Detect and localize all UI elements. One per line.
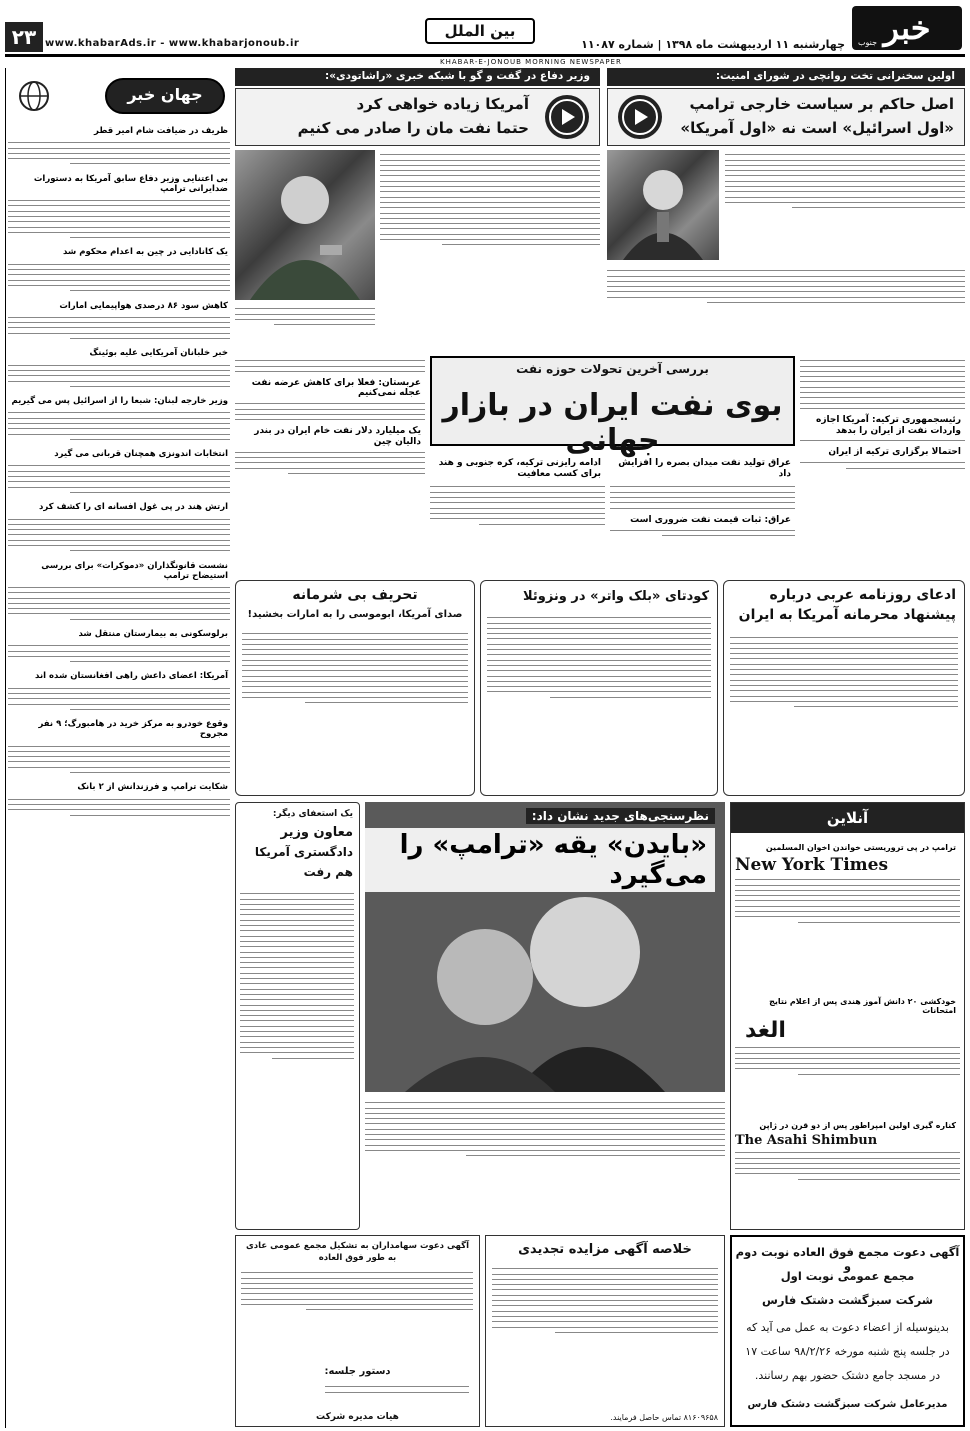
oil-story-sub-5: یک میلیارد دلار نفت خام ایران در بندر دالیان چین — [254, 426, 421, 447]
oil-story-right-column — [800, 356, 965, 578]
online-item-1-body — [735, 875, 960, 985]
story-headline-box — [235, 88, 600, 146]
oil-story-body-1 — [430, 452, 605, 576]
logo-sub-text: جنوب — [858, 38, 878, 47]
headline-line-1: آمریکا زیاده خواهی کرد — [356, 95, 529, 113]
online-item-1 — [735, 837, 960, 987]
online-box-header — [731, 803, 964, 833]
meeting-ad-body — [241, 1268, 473, 1362]
auction-ad-title: خلاصه آگهی مزایده تجدیدی — [518, 1242, 692, 1257]
auction-ad-body — [492, 1264, 718, 1404]
page-number — [5, 22, 43, 52]
world-news-item-body — [8, 641, 230, 666]
world-news-item-body — [8, 514, 230, 555]
fars-ad-line-1: آگهی دعوت مجمع فوق العاده نوبت دوم و — [735, 1245, 960, 1273]
defense-minister-photo — [235, 150, 375, 300]
world-news-item — [8, 174, 230, 243]
world-news-item — [8, 629, 230, 666]
oil-story-sub-2: عراق: ثبات قیمت نفت ضروری است — [630, 514, 791, 525]
headline-line-2: «اول اسرائیل» است نه «اول آمریکا» — [680, 119, 954, 137]
page-number-text: ۲۳ — [11, 25, 37, 49]
arab-newspaper-story — [723, 580, 965, 796]
online-item-2 — [735, 991, 960, 1111]
world-news-header — [105, 78, 225, 114]
online-news-box — [730, 802, 965, 1230]
world-news-item-title: یک کانادایی در چین به اعدام محکوم شد — [63, 247, 228, 258]
story-body-text — [725, 150, 965, 260]
masthead — [0, 0, 970, 66]
biden-story — [365, 802, 725, 1230]
resignation-story — [235, 802, 360, 1230]
oil-story — [235, 356, 795, 578]
world-news-item — [8, 502, 230, 555]
auction-ad-footer: ۸۱۶۰۹۶۵۸ تماس حاصل فرمایند. — [610, 1413, 718, 1422]
oil-story-sub-3: عراق تولید نفت میدان بصره را افزایش داد — [618, 458, 791, 479]
fars-ad-line-4: بدینوسیله از اعضاء دعوت به عمل می آید که — [746, 1321, 949, 1334]
fars-ad-line-2: مجمع عمومی نوبت اول — [780, 1269, 915, 1283]
oil-story-sub-1: ادامه رایزنی ترکیه، کره جنوبی و هند برای کسب معافیت — [438, 458, 601, 479]
auction-ad — [485, 1235, 725, 1427]
oil-story-kicker: بررسی آخرین تحولات حوزه نفت — [516, 362, 709, 376]
world-news-item-title: شکایت ترامپ و فرزندانش از ۲ بانک — [77, 782, 228, 793]
world-news-item — [8, 247, 230, 295]
online-item-3 — [735, 1115, 960, 1227]
world-news-item-body — [8, 461, 230, 497]
world-news-item-title: برلوسکونی به بیمارستان منتقل شد — [78, 629, 228, 639]
story-body-text-lower — [235, 304, 375, 344]
world-news-item-body — [8, 360, 230, 391]
oil-story-body-2 — [610, 452, 795, 576]
world-news-item-title: آمریکا: اعضای داعش راهی افغانستان شده اند — [35, 671, 228, 682]
oil-story-sub-7: احتمالا برگزاری ترکیه از ایران — [828, 447, 961, 458]
world-news-item-title: نشست قانونگذاران «دموکرات» برای بررسی استیضاح ترامپ — [41, 560, 228, 581]
world-news-item-title: کاهش سود ۸۶ درصدی هواپیمایی امارات — [59, 300, 228, 311]
section-title — [425, 18, 535, 44]
world-news-item-body — [8, 313, 230, 344]
censorship-story-body — [242, 629, 468, 791]
world-news-item-body — [8, 259, 230, 295]
alghad-logo: الغد — [745, 1018, 786, 1043]
world-news-item — [8, 449, 230, 497]
censorship-subheadline: صدای آمریکا، ابوموسی را به امارات بخشید! — [247, 609, 463, 620]
meeting-ad-title: آگهی دعوت سهامداران به تشکیل مجمع عمومی عادی به طور فوق العاده — [245, 1241, 470, 1263]
world-news-item-body — [8, 741, 230, 777]
world-news-item — [8, 126, 230, 169]
meeting-ad-footer: هیات مدیره شرکت — [316, 1412, 399, 1422]
online-item-1-title: ترامپ در پی تروریستی خواندن اخوان المسلمین — [765, 843, 956, 852]
world-news-item-body — [8, 196, 230, 243]
biden-headline: «بایدن» یقه «ترامپ» را می‌گیرد — [365, 828, 715, 892]
fars-ad-signature: مدیرعامل شرکت سبزگشت دشتک فارس — [747, 1399, 948, 1410]
nyt-logo: New York Times — [735, 855, 889, 875]
world-news-item-title: انتخابات اندونزی همچنان قربانی می گیرد — [54, 449, 228, 460]
venezuela-story — [480, 580, 718, 796]
world-news-item-title: وزیر خارجه لبنان: شبعا را از اسرائیل پس می گیریم — [11, 396, 228, 407]
meeting-ad-agenda: دستور جلسه: — [324, 1366, 391, 1377]
resign-headline-2: دادگستری آمریکا — [254, 845, 353, 859]
world-news-item-body — [8, 583, 230, 624]
fars-ad-line-3: شرکت سبزگشت دشتک فارس — [761, 1293, 934, 1307]
world-news-item — [8, 396, 230, 444]
resign-kicker: یک استعفای دیگر: — [272, 809, 353, 819]
online-box-title: آنلاین — [826, 809, 869, 827]
takht-ravanchi-photo — [607, 150, 719, 260]
oil-story-headline: بوی نفت ایران در بازار جهانی — [442, 388, 783, 458]
world-news-item-title: بی اعتنایی وزیر دفاع سابق آمریکا به دستورات ضدایرانی ترامپ — [33, 173, 228, 194]
story-body-text — [380, 150, 600, 344]
story-body-text-lower — [607, 266, 965, 346]
arab-headline-2: پیشنهاد محرمانه آمریکا به ایران — [738, 607, 956, 623]
world-news-item — [8, 671, 230, 714]
asahi-logo: The Asahi Shimbun — [735, 1133, 878, 1148]
censorship-story — [235, 580, 475, 796]
world-news-item-title: ظریف در ضیافت شام امیر قطر — [94, 126, 228, 136]
oil-story-body-3 — [235, 356, 425, 576]
website-links[interactable]: www.khabarAds.ir - www.khabarjonoub.ir — [45, 38, 300, 49]
arab-headline-1: ادعای روزنامه عربی درباره — [769, 587, 956, 603]
headline-line-1: اصل حاکم بر سیاست خارجی ترامپ — [689, 95, 954, 113]
world-news-title: جهان خبر — [127, 85, 203, 104]
online-item-2-body — [735, 1043, 960, 1119]
story-headline-box — [607, 88, 965, 146]
world-news-item — [8, 561, 230, 624]
oil-story-headline-box — [430, 356, 795, 458]
world-news-item-body — [8, 683, 230, 714]
oil-story-sub-6: رئیسجمهوری ترکیه: آمریکا اجازه واردات نفت از ایران را بدهد — [816, 414, 961, 436]
fars-ad-line-5: در جلسه پنج شنبه مورخه ۹۸/۲/۲۶ ساعت ۱۷ — [745, 1345, 950, 1358]
world-news-item-body — [8, 138, 230, 169]
globe-icon — [18, 80, 50, 112]
world-news-list — [8, 122, 230, 1422]
resign-story-body — [240, 889, 354, 1225]
world-news-item-body — [8, 794, 230, 819]
newspaper-logo — [852, 6, 962, 50]
play-icon — [618, 95, 662, 139]
fars-ad — [730, 1235, 965, 1427]
world-news-item-title: وقوع خودرو به مرکز خرید در هامبورگ؛ ۹ نفر مجروح — [38, 719, 228, 740]
takht-ravanchi-story — [607, 68, 965, 350]
world-news-item — [8, 782, 230, 819]
online-item-3-body — [735, 1148, 960, 1218]
issue-date-line: چهارشنبه ۱۱ اردیبهشت ماه ۱۳۹۸ | شماره ۱۱۰۸۷ — [581, 38, 845, 51]
meeting-ad-agenda-items — [269, 1382, 469, 1412]
defense-minister-story — [235, 68, 600, 350]
world-news-item-title: خبر خلبانان آمریکایی علیه بوئینگ — [89, 348, 228, 359]
world-news-item — [8, 301, 230, 344]
world-news-item-title: ارتش هند در پی غول افسانه ای را کشف کرد — [39, 502, 228, 513]
play-icon — [545, 95, 589, 139]
story-kicker: اولین سخنرانی تخت روانچی در شورای امنیت: — [607, 68, 965, 86]
masthead-rule — [5, 54, 965, 57]
censorship-headline: تحریف بی شرمانه — [292, 587, 418, 603]
fars-ad-line-6: در مسجد جامع دشتک حضور بهم رسانند. — [754, 1369, 941, 1382]
world-news-column — [5, 68, 230, 1428]
resign-headline-3: هم رفت — [303, 865, 353, 879]
venezuela-story-body — [487, 613, 711, 791]
headline-line-2: حتما نفت مان را صادر می کنیم — [297, 119, 529, 137]
oil-story-sub-4: عربستان: فعلا برای کاهش عرضه نفت عجله نمی‌کنیم — [251, 377, 421, 399]
shareholders-meeting-ad — [235, 1235, 480, 1427]
world-news-item — [8, 719, 230, 777]
world-news-item-body — [8, 408, 230, 444]
online-item-3-title: کناره گیری اولین امپراطور پس از دو قرن در ژاپن — [759, 1121, 956, 1130]
arab-story-body — [730, 633, 958, 791]
resign-headline-1: معاون وزیر — [280, 825, 353, 840]
story-kicker: وزیر دفاع در گفت و گو با شبکه خبری «راشاتودی»: — [235, 68, 600, 86]
english-name: KHABAR-E-JONOUB MORNING NEWSPAPER — [440, 58, 622, 66]
biden-story-body — [365, 1098, 725, 1228]
online-item-2-title: خودکشی ۲۰ دانش آموز هندی پس از اعلام نتایج امتحانات — [769, 997, 956, 1015]
logo-text: خبر — [883, 9, 931, 47]
world-news-item — [8, 348, 230, 391]
biden-kicker: نظرسنجی‌های جدید نشان داد: — [526, 808, 715, 824]
section-label: بین الملل — [444, 22, 516, 40]
venezuela-headline: کودتای «بلک واتر» در ونزوئلا — [523, 589, 709, 604]
